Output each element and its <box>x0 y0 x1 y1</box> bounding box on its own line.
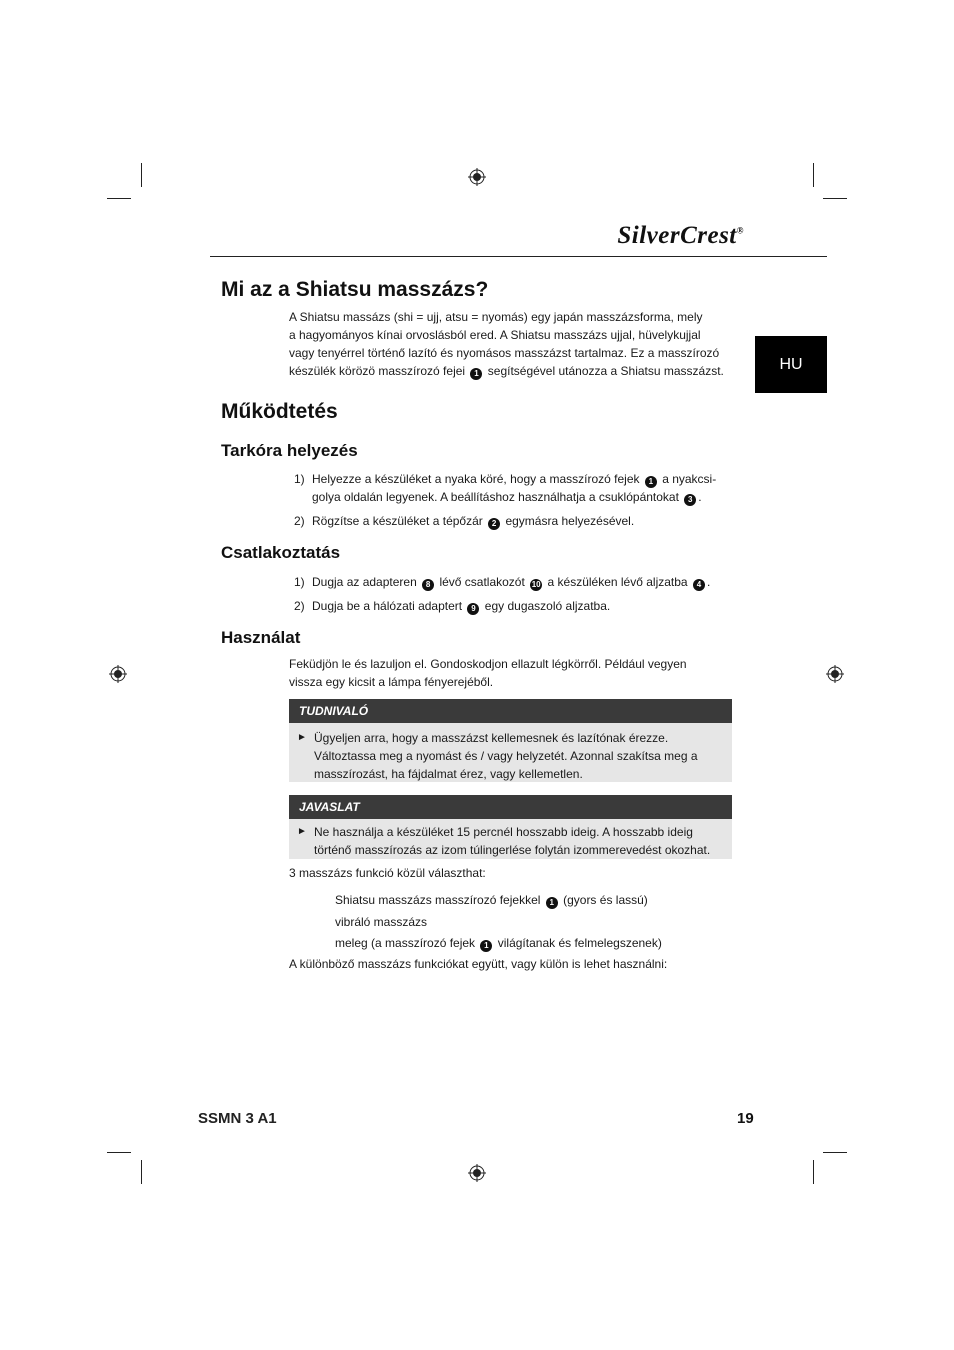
header-rule <box>210 256 827 257</box>
crop-mark <box>141 163 142 187</box>
function-item: vibráló masszázs <box>335 915 428 929</box>
crop-mark <box>107 198 131 199</box>
numbered-circle-icon: 1 <box>480 940 492 952</box>
crop-mark <box>141 1160 142 1184</box>
crop-mark <box>813 1160 814 1184</box>
closing-paragraph: A különböző masszázs funkciókat együtt, vagy külön is lehet használni: <box>289 957 668 971</box>
numbered-circle-icon: 10 <box>531 580 541 589</box>
list-item: 2) Dugja be a hálózati adaptert 9 egy dugaszoló aljzatba. <box>294 599 611 613</box>
registration-mark-icon <box>468 1164 486 1182</box>
numbered-circle-icon: 1 <box>470 368 482 380</box>
subsection-title: Tarkóra helyezés <box>221 441 358 460</box>
registration-mark-icon <box>826 665 844 683</box>
numbered-circle-icon: 2 <box>488 518 500 530</box>
crop-mark <box>823 1152 847 1153</box>
numbered-circle-icon: 9 <box>467 603 479 615</box>
play-arrow-icon: ► <box>297 826 307 837</box>
language-tab: HU <box>755 336 827 393</box>
numbered-circle-icon: 1 <box>546 897 558 909</box>
section-title: Működtetés <box>221 400 338 423</box>
page-number: 19 <box>737 1110 754 1127</box>
crop-mark <box>813 163 814 187</box>
tip-box-body: ► Ne használja a készüléket 15 percnél hosszabb ideig. A hosszabb ideig történő masszírozás az izom túlingerlése folytán izommerevedést okozhat. <box>289 819 732 859</box>
intro-paragraph: A Shiatsu massázs (shi = ujj, atsu = nyomás) egy japán masszázsforma, mely a hagyományos kínai orvoslásból ered. A Shiatsu masszázs ujjal, hüvelykujjal vagy tenyérrel történő lazító és nyomásos masszázst tartalmaz. Ez a masszírozó készülék körözö masszírozó fejei 1 segítségével utánozza a Shiatsu masszázst. <box>289 310 724 378</box>
functions-intro: 3 masszázs funkció közül választhat: <box>289 866 486 880</box>
subsection-title: Használat <box>221 628 301 647</box>
function-item: meleg (a masszírozó fejek 1 világítanak és felmelegszenek) <box>335 936 662 950</box>
subsection-title: Csatlakoztatás <box>221 543 341 562</box>
numbered-circle-icon: 8 <box>422 579 434 591</box>
crop-mark <box>823 198 847 199</box>
registration-mark-icon <box>468 168 486 186</box>
crop-mark <box>107 1152 131 1153</box>
brand-logo: SilverCrest® <box>617 222 744 249</box>
tip-box-header: JAVASLAT <box>289 795 732 819</box>
numbered-circle-icon: 1 <box>645 476 657 488</box>
section-title: Mi az a Shiatsu masszázs? <box>221 278 489 301</box>
footer-model: SSMN 3 A1 <box>198 1110 277 1127</box>
numbered-circle-icon: 3 <box>684 494 696 506</box>
list-item: 2) Rögzítse a készüléket a tépőzár 2 egymásra helyezésével. <box>294 514 635 528</box>
note-box-body: ► Ügyeljen arra, hogy a masszázst kellemesnek és lazítónak érezze. Változtassa meg a nyomást és / vagy helyzetét. Azonnal szakítsa meg a masszírozást, ha fájdalmat érez, vagy kellemetlen. <box>289 723 732 782</box>
usage-paragraph: Feküdjön le és lazuljon el. Gondoskodjon ellazult légkörről. Például vegyen vissza egy kicsit a lámpa fényerejéből. <box>289 657 687 689</box>
registration-mark-icon <box>109 665 127 683</box>
list-item: 1) Dugja az adapteren 8 lévő csatlakozót 10 a készüléken lévő aljzatba 4 . <box>294 575 711 589</box>
play-arrow-icon: ► <box>297 732 307 743</box>
numbered-circle-icon: 4 <box>693 579 705 591</box>
note-box-header: TUDNIVALÓ <box>289 699 732 723</box>
list-item: 1) Helyezze a készüléket a nyaka köré, hogy a masszírozó fejek 1 a nyakcsi- golya oldalán legyenek. A beállításhoz használhatja a csuklópántokat 3 . <box>294 472 717 504</box>
function-item: Shiatsu masszázs masszírozó fejekkel 1 (gyors és lassú) <box>335 893 648 907</box>
